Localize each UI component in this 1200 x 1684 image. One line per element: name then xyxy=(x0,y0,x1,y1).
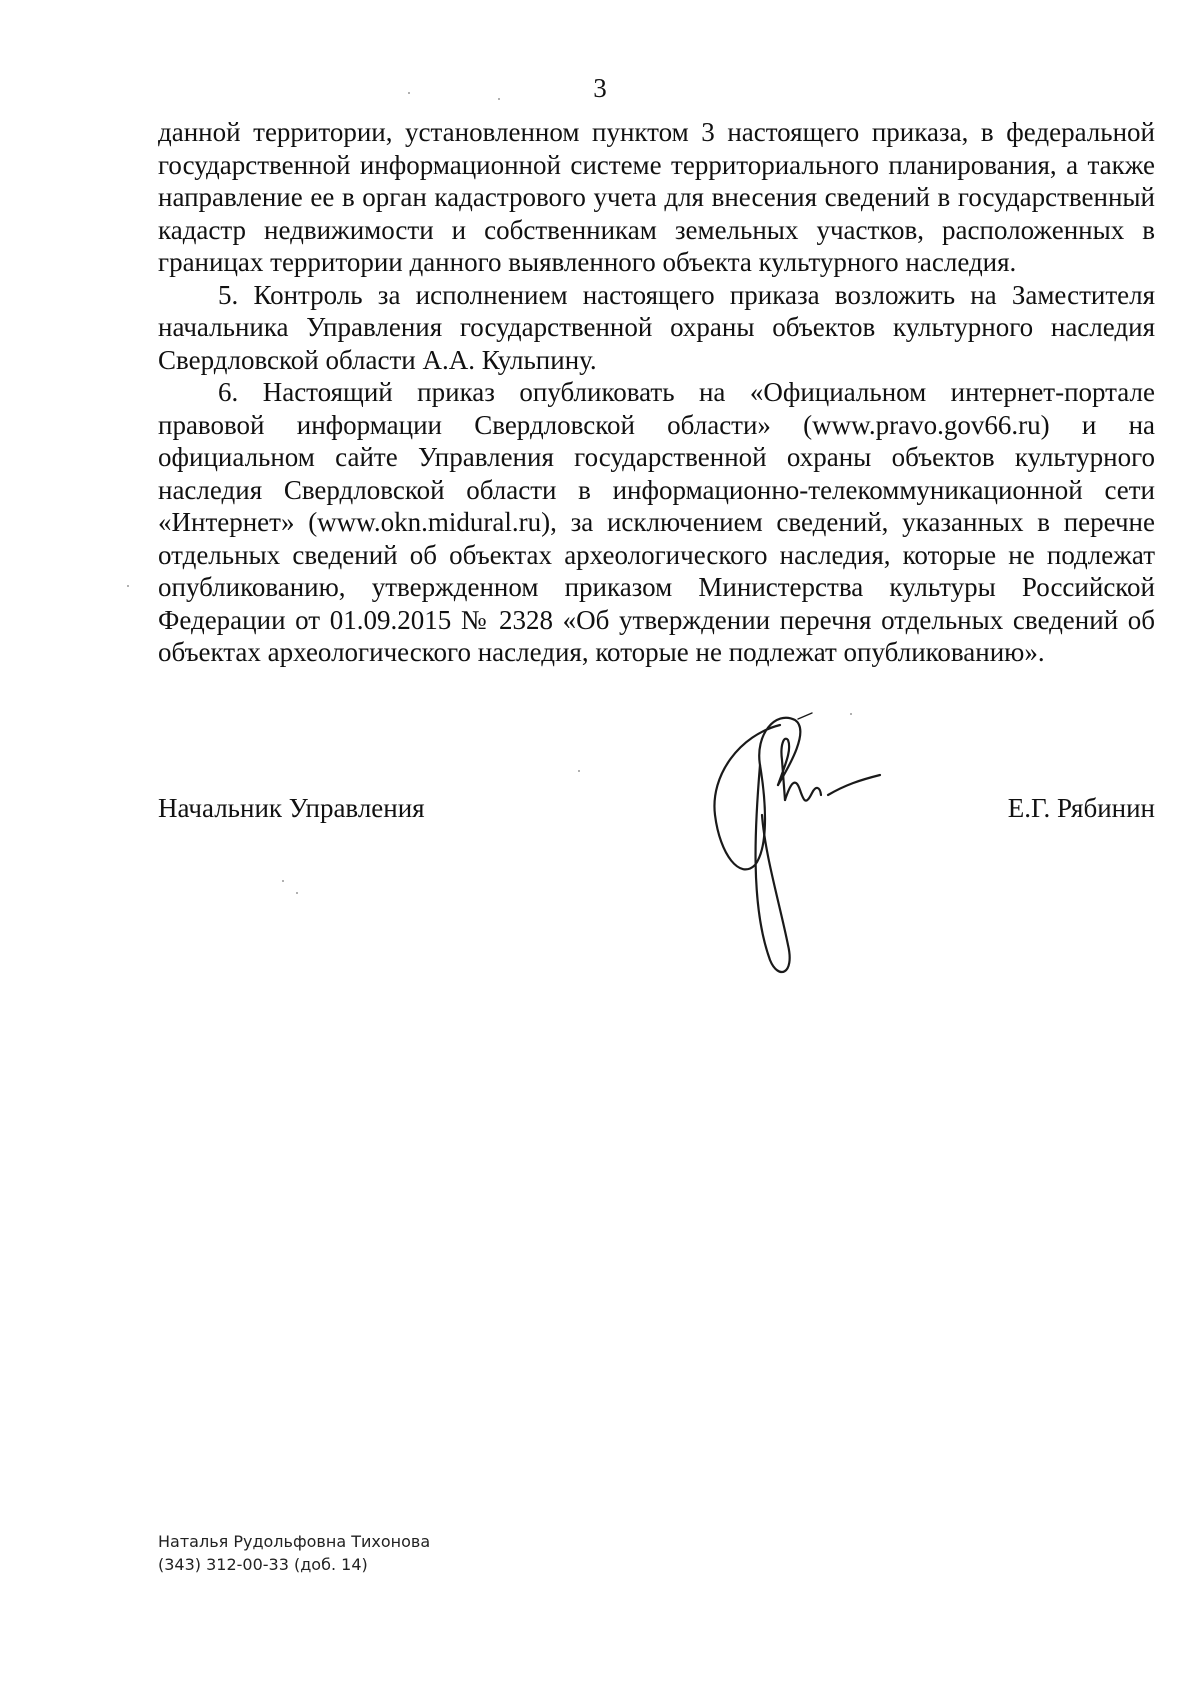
page-number: 3 xyxy=(593,73,607,103)
document-body xyxy=(158,116,1155,669)
scan-speck xyxy=(282,880,284,882)
signature-block xyxy=(158,792,1155,832)
scan-speck xyxy=(850,713,852,715)
executor-info xyxy=(158,1530,430,1576)
scan-speck xyxy=(498,98,500,100)
signatory-name: Е.Г. Рябинин xyxy=(1007,793,1155,823)
executor-name: Наталья Рудольфовна Тихонова xyxy=(158,1532,431,1551)
scan-speck xyxy=(127,585,129,587)
scan-speck xyxy=(408,92,410,94)
scan-speck xyxy=(296,892,298,894)
paragraph-6-publication: 6. Настоящий приказ опубликовать на «Официальном интернет-портале правовой информации Свердловской области» (www.pravo.gov66.ru) и на официальном сайте Управления государственной охраны объектов культурного наследия Свердловской области в информационно-телекоммуникационной сети «Интернет» (www.okn.midural.ru), за исключением сведений, указанных в перечне отдельных сведений об объектах археологического наследия, которые не подлежат опубликованию, утвержденном приказом Министерства культуры Российской Федерации от 01.09.2015 № 2328 «Об утверждении перечня отдельных сведений об объектах археологического наследия, которые не подлежат опубликованию». xyxy=(158,377,1155,667)
signatory-position: Начальник Управления xyxy=(158,793,425,823)
executor-phone: (343) 312-00-33 (доб. 14) xyxy=(158,1555,368,1574)
scan-speck xyxy=(578,770,580,772)
paragraph-continuation: данной территории, установленном пунктом 3 настоящего приказа, в федеральной государственной информационной системе территориального планирования, а также направление ее в орган кадастрового учета для внесения сведений в государственный кадастр недвижимости и собственникам земельных участков, расположенных в границах территории данного выявленного объекта культурного наследия. xyxy=(158,117,1155,277)
handwritten-signature xyxy=(700,705,920,985)
paragraph-5-control: 5. Контроль за исполнением настоящего приказа возложить на Заместителя начальника Управления государственной охраны объектов культурного наследия Свердловской области А.А. Кульпину. xyxy=(158,279,1155,375)
